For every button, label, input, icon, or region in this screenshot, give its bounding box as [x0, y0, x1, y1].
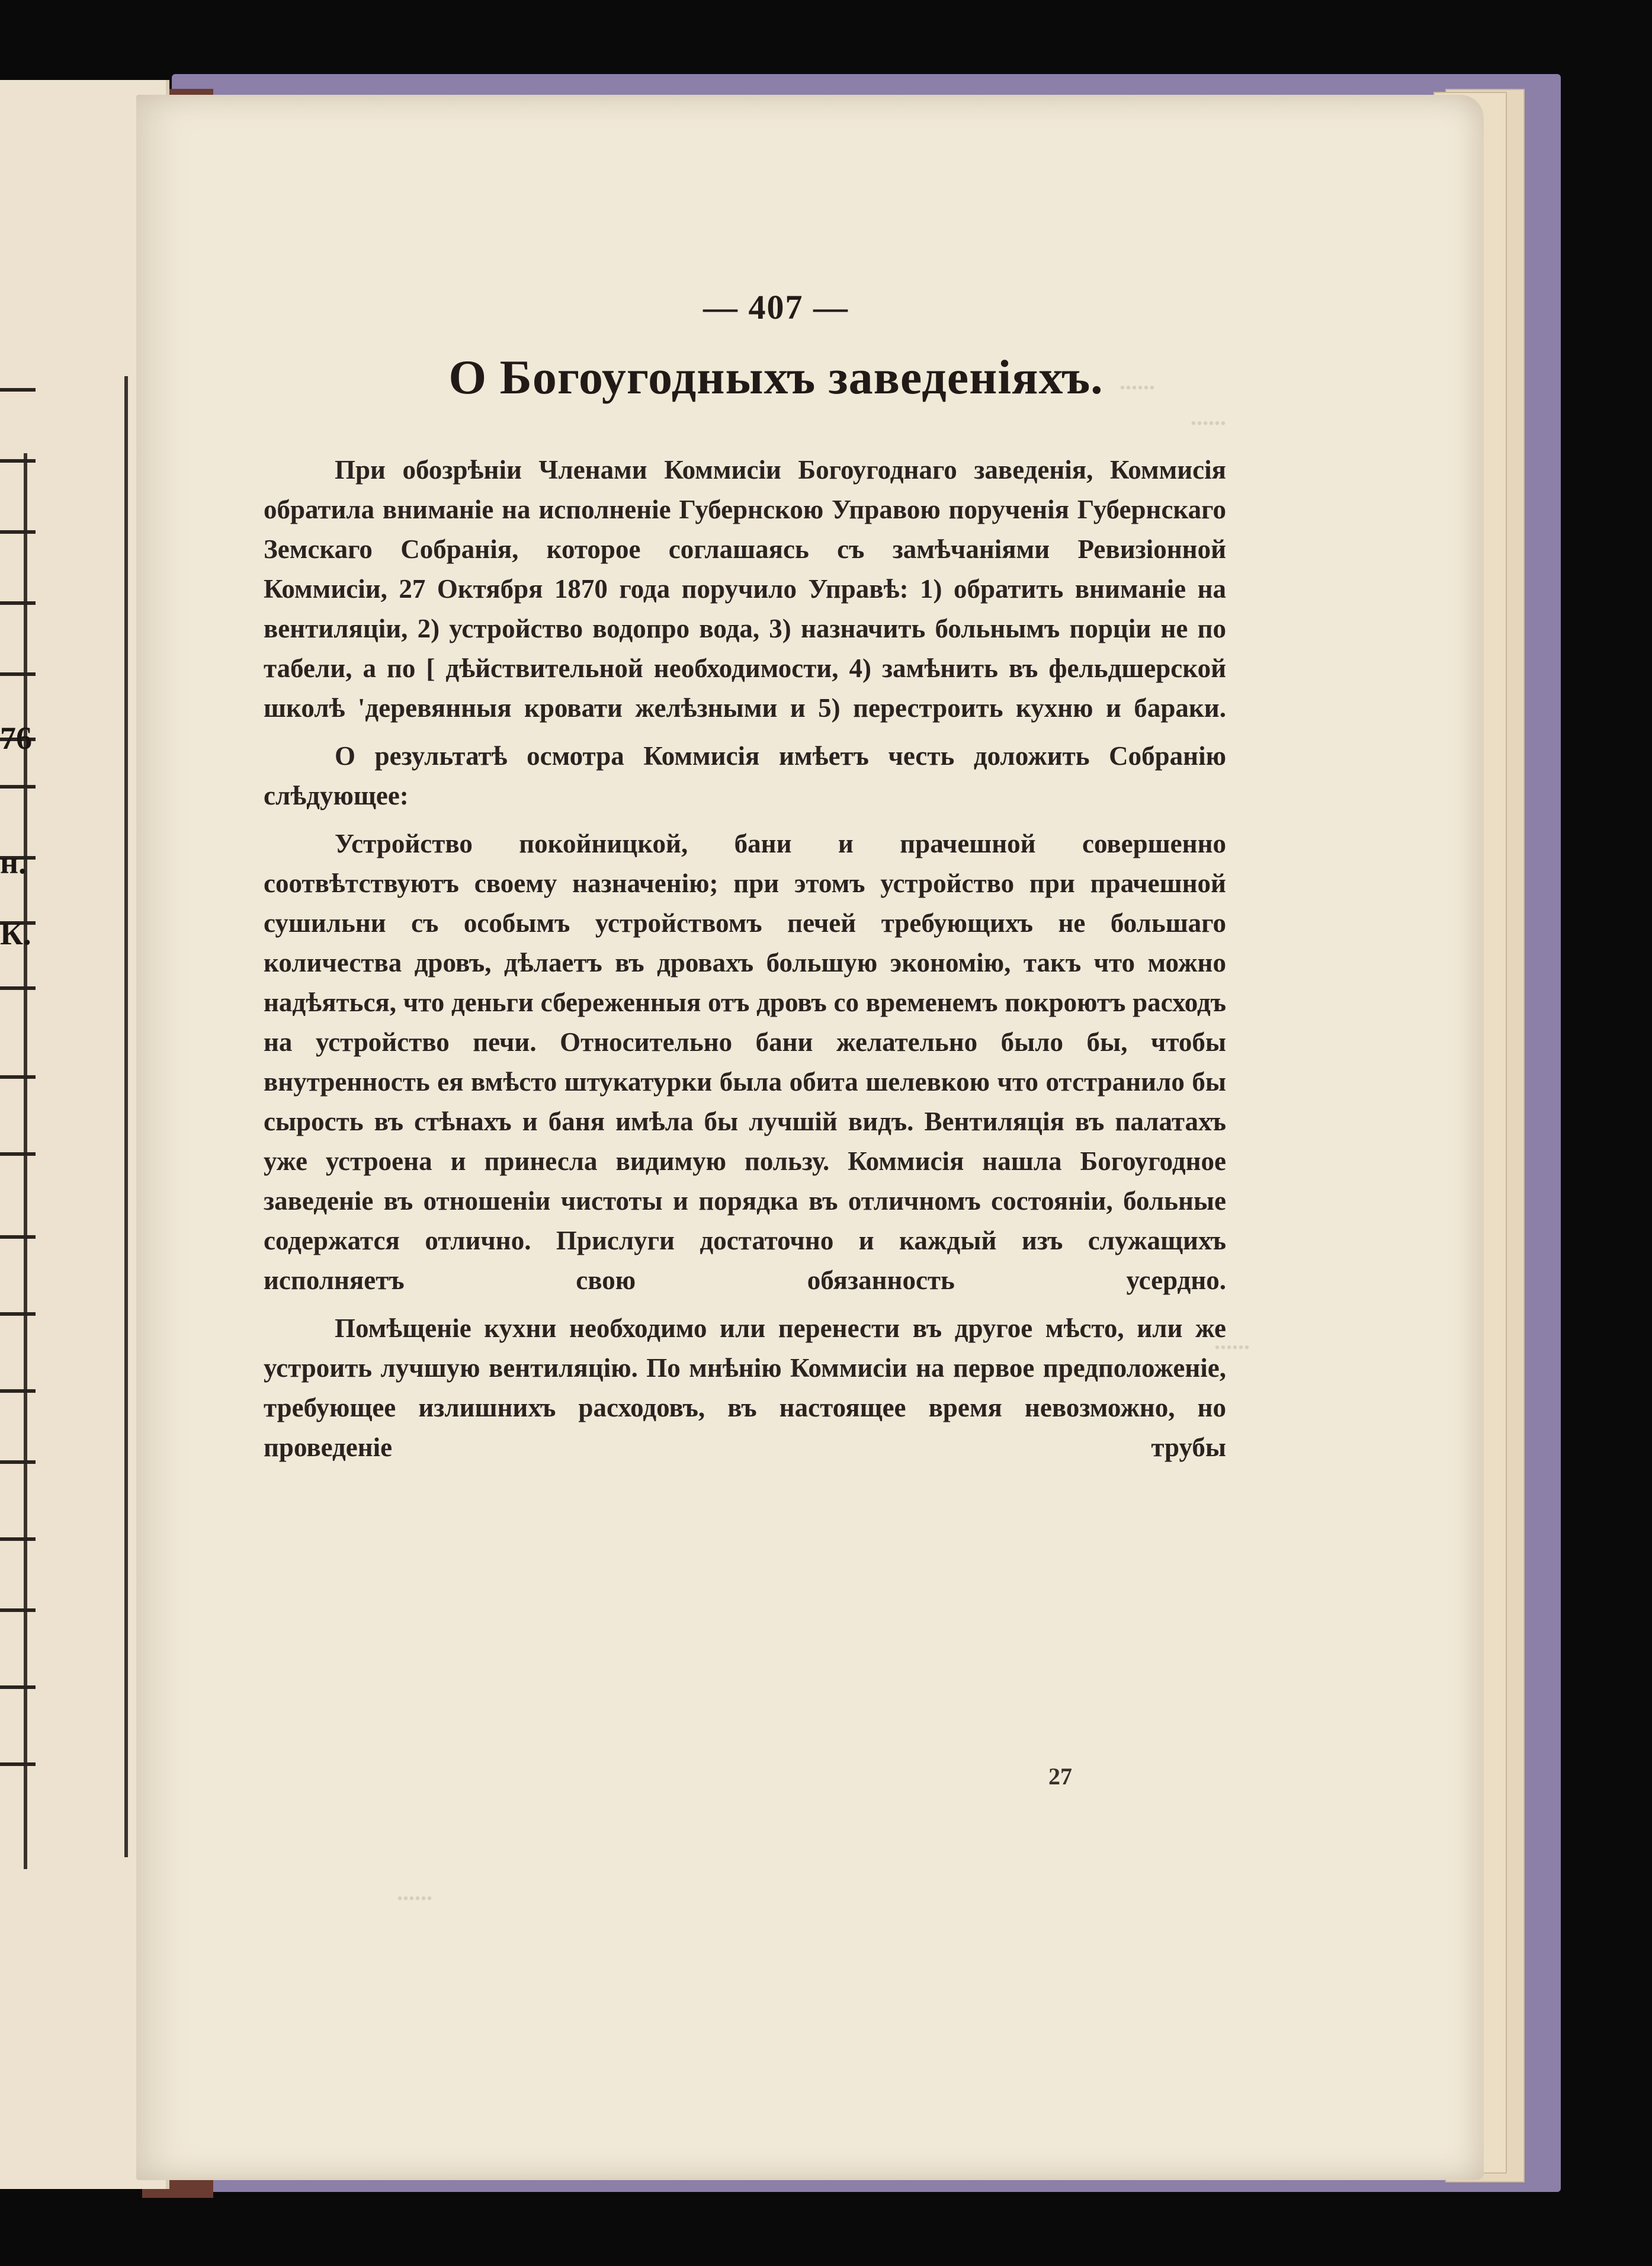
left-page-rule [0, 1075, 36, 1079]
left-page-rule [0, 530, 36, 534]
left-page-rule [124, 376, 128, 1857]
bleed-through: ...... [1119, 368, 1155, 395]
paragraph: О результатѣ осмотра Коммисія имѣетъ честь доложить Собранію слѣдующее: [264, 741, 1226, 810]
left-page-fragment: 76 [0, 720, 32, 756]
signature-mark: 27 [1048, 1763, 1072, 1790]
left-page-rule [0, 1235, 36, 1239]
paragraph: При обозрѣніи Членами Коммисіи Богоугоднаго заведенія, Коммисія обратила вниманіе на исполненіе Губернскою Управою порученія Губернскаго Земскаго Собранія, которое соглашаясь съ замѣчаніями Ревизіонной Коммисіи, 27 Октября 1870 года поручило Управѣ: 1) обратить вниманіе на вентиляціи, 2) устройство водопро вода, 3) назначить больнымъ порціи не по табели, а по [ дѣйствительной необходимости, 4) замѣнить въ фельдшерской школѣ 'деревянныя кровати желѣзными и 5) перестроить кухню и бараки. [264, 455, 1226, 723]
left-page-rule [0, 1389, 36, 1393]
page-number: — 407 — [703, 288, 849, 326]
left-page-rule [0, 1312, 36, 1316]
left-page-rule [0, 459, 36, 463]
document-body [264, 450, 1226, 1476]
left-page-rule [0, 1152, 36, 1156]
bleed-through: ...... [1214, 1328, 1250, 1354]
left-page-rule [0, 986, 36, 990]
left-page-rule [0, 601, 36, 605]
left-page-rule [0, 1537, 36, 1541]
left-page-rule [0, 1685, 36, 1689]
paragraph: Устройство покойницкой, бани и прачешной совершенно соотвѣтствуютъ своему назначенію; при этомъ устройство при прачешной сушильни съ особымъ устройствомъ печей требующихъ не большаго количества дровъ, дѣлаетъ въ дровахъ большую экономію, такъ что можно надѣяться, что деньги сбереженныя отъ дровъ со временемъ покроютъ расходъ на устройство печи. Относительно бани желательно было бы, чтобы внутренность ея вмѣсто штукатурки была обита шелевкою что отстранило бы сырость въ стѣнахъ и баня имѣла бы лучшій видъ. Вентиляція въ палатахъ уже устроена и принесла видимую пользу. Коммисія нашла Богоугодное заведеніе въ отношеніи чистоты и порядка въ отличномъ состояніи, больные содержатся отлично. Прислуги достаточно и каждый изъ служащихъ исполняетъ свою обязанность усердно. [264, 829, 1226, 1295]
left-page-fragment: К. [0, 916, 31, 951]
bleed-through: ...... [1191, 403, 1226, 430]
paragraph: Помѣщеніе кухни необходимо или перенести въ другое мѣсто, или же устроить лучшую вентиляцію. По мнѣнію Коммисіи на первое предположеніе, требующее излишнихъ расходовъ, въ настоящее время невозможно, но проведеніе трубы [264, 1313, 1226, 1462]
left-page-rule [0, 785, 36, 789]
left-page-fragment: н. [0, 845, 27, 880]
left-page-rule [0, 1762, 36, 1766]
left-page-rule [0, 1460, 36, 1464]
left-page-rule [0, 1608, 36, 1612]
bleed-through: ...... [397, 1879, 432, 1905]
page-title: О Богоугодныхъ заведеніяхъ. [448, 350, 1104, 404]
left-page-rule [0, 672, 36, 676]
left-page-rule [24, 453, 27, 1869]
